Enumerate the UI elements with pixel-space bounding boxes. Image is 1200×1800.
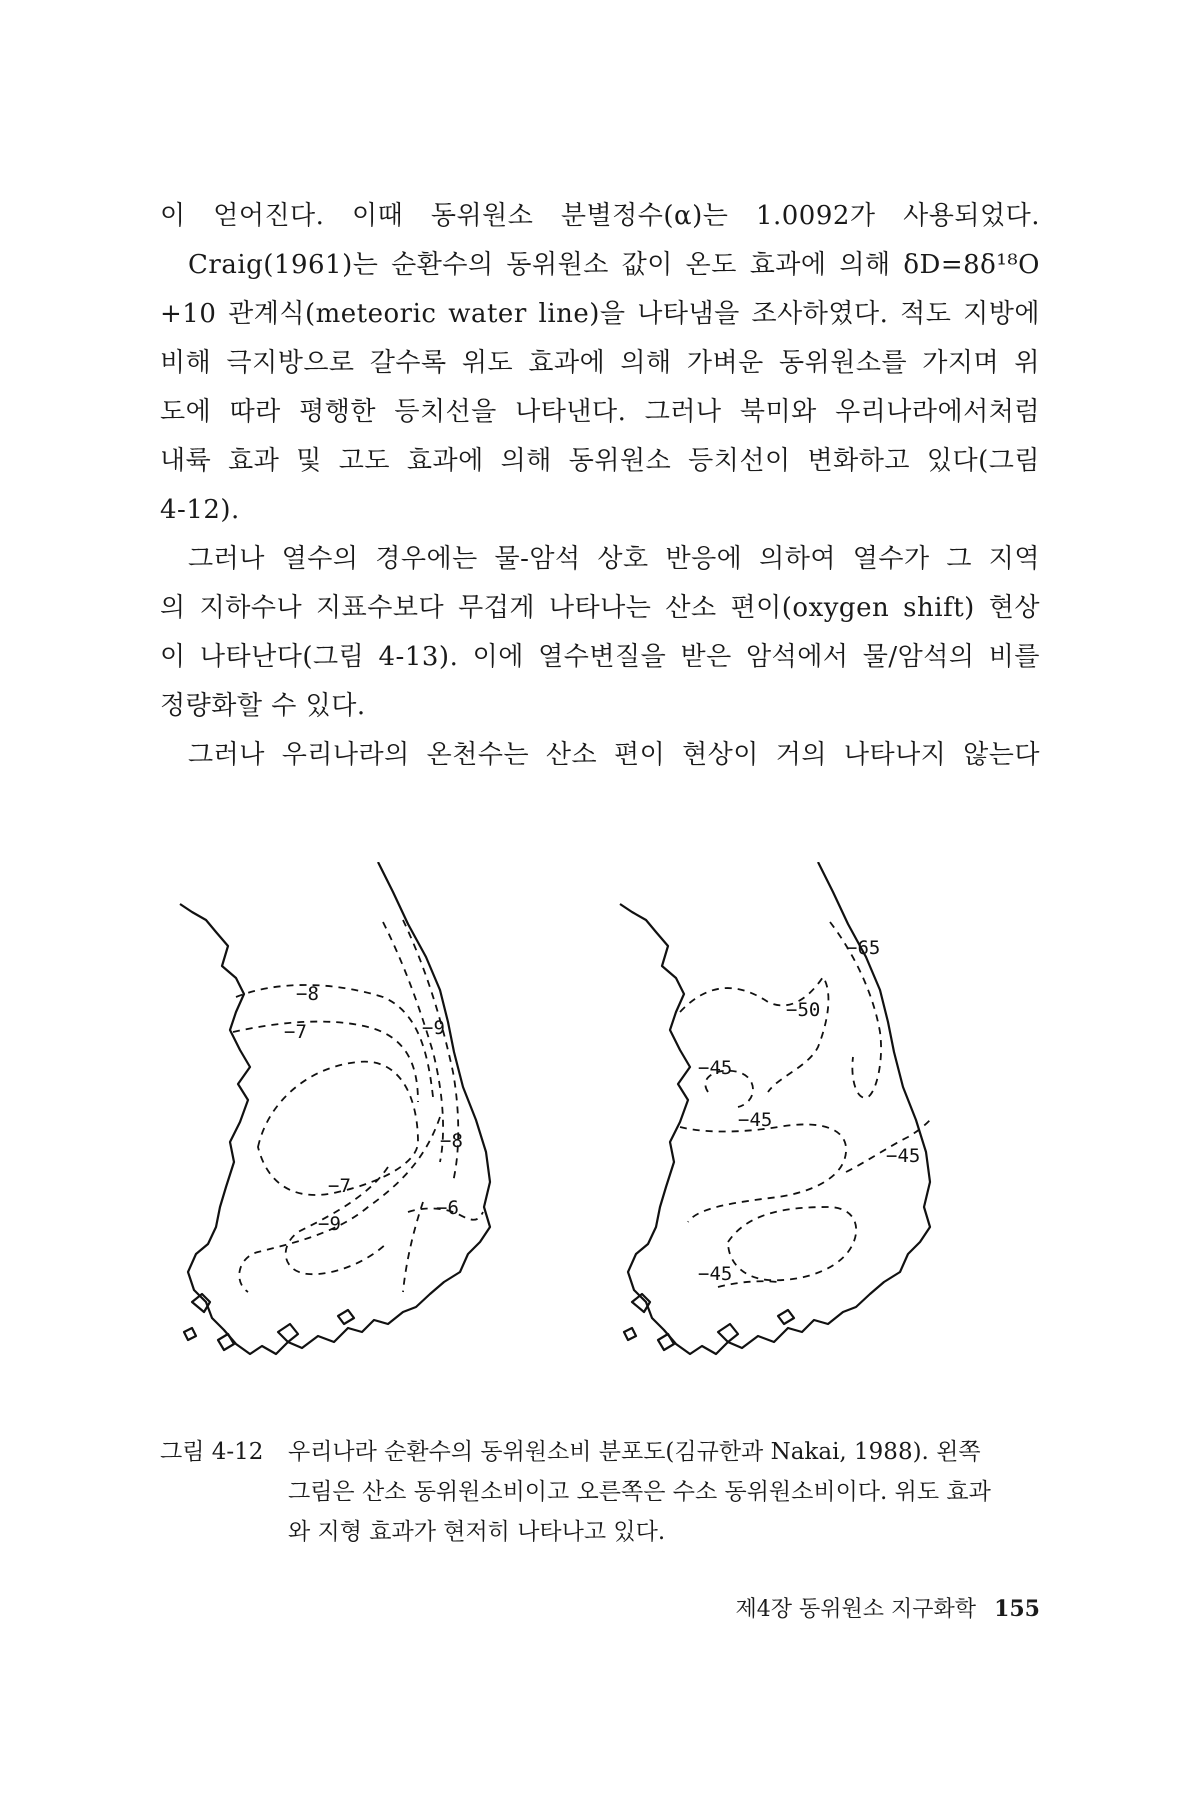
caption-line: 와 지형 효과가 현저히 나타나고 있다. [288, 1519, 666, 1545]
page-number: 155 [994, 1596, 1040, 1622]
body-text [160, 192, 1040, 780]
body-line: Craig(1961)는 순환수의 동위원소 값이 온도 효과에 의해 δD=8δ¹⁸O [188, 250, 1040, 280]
body-line: 그러나 우리나라의 온천수는 산소 편이 현상이 거의 나타나지 않는다 [188, 740, 1040, 770]
body-line: 이 얻어진다. 이때 동위원소 분별정수(α)는 1.0092가 사용되었다. [160, 201, 1040, 231]
body-line: 그러나 열수의 경우에는 물-암석 상호 반응에 의하여 열수가 그 지역 [188, 544, 1040, 574]
isoline-label: −6 [436, 1197, 459, 1219]
body-line: 비해 극지방으로 갈수록 위도 효과에 의해 가벼운 동위원소를 가지며 위 [160, 348, 1040, 378]
island [218, 1334, 234, 1350]
body-line: 내륙 효과 및 고도 효과에 의해 동위원소 등치선이 변화하고 있다(그림 [160, 446, 1040, 476]
island [778, 1310, 794, 1324]
island [184, 1328, 196, 1340]
isoline-label: −50 [786, 999, 821, 1021]
isoline-label: −8 [296, 983, 319, 1005]
running-footer-chapter: 제4장 동위원소 지구화학 [735, 1597, 977, 1622]
isoline-minus7-north [233, 1022, 418, 1102]
isoline-label: −7 [284, 1021, 307, 1043]
island [658, 1334, 674, 1350]
isoline-label: −45 [738, 1109, 773, 1131]
isoline-label: −8 [440, 1130, 463, 1152]
island [624, 1328, 636, 1340]
isoline-minus8-north [236, 985, 433, 1097]
isoline-minus45-south [728, 1207, 856, 1280]
caption-text [288, 1432, 1040, 1552]
korea-coastline [180, 862, 490, 1354]
body-line: +10 관계식(meteoric water line)을 나타냄을 조사하였다. 적도 지방에 [160, 299, 1040, 329]
caption-line: 그림은 산소 동위원소비이고 오른쪽은 수소 동위원소비이다. 위도 효과 [288, 1479, 991, 1505]
body-line: 의 지하수나 지표수보다 무겁게 나타나는 산소 편이(oxygen shift) 현상 [160, 593, 1040, 623]
page-footer [710, 1592, 1040, 1623]
caption-line: 우리나라 순환수의 동위원소비 분포도(김규한과 Nakai, 1988). 왼쪽 [288, 1439, 981, 1465]
isoline-minus8-south [239, 1117, 440, 1292]
isoline-east-1 [383, 922, 443, 1162]
figure-4-12 [178, 862, 1038, 1402]
isoline-label: −45 [886, 1145, 921, 1167]
body-line: 정량화할 수 있다. [160, 691, 366, 721]
island [278, 1324, 298, 1342]
hydrogen-isotope-map-svg [618, 862, 1028, 1402]
body-line: 도에 따라 평행한 등치선을 나타낸다. 그러나 북미와 우리나라에서처럼 [160, 397, 1040, 427]
hydrogen-isotope-map [618, 862, 1028, 1402]
isoline-label: −7 [328, 1175, 351, 1197]
isoline-label: −45 [698, 1263, 733, 1285]
isoline-south-inner [403, 1202, 423, 1292]
isoline-label: −65 [846, 937, 881, 959]
body-line: 4-12). [160, 495, 240, 525]
isoline-minus45-center [680, 1124, 846, 1222]
island [338, 1310, 354, 1324]
oxygen-isotope-map-svg [178, 862, 588, 1402]
oxygen-isotope-map [178, 862, 588, 1402]
island [718, 1324, 738, 1342]
korea-coastline [620, 862, 930, 1354]
body-line: 이 나타난다(그림 4-13). 이에 열수변질을 받은 암석에서 물/암석의 비를 [160, 642, 1040, 672]
isoline-label: −9 [318, 1213, 341, 1235]
isoline-label: −45 [698, 1057, 733, 1079]
figure-number: 그림 4-12 [160, 1439, 264, 1465]
isoline-label: −9 [422, 1017, 445, 1039]
